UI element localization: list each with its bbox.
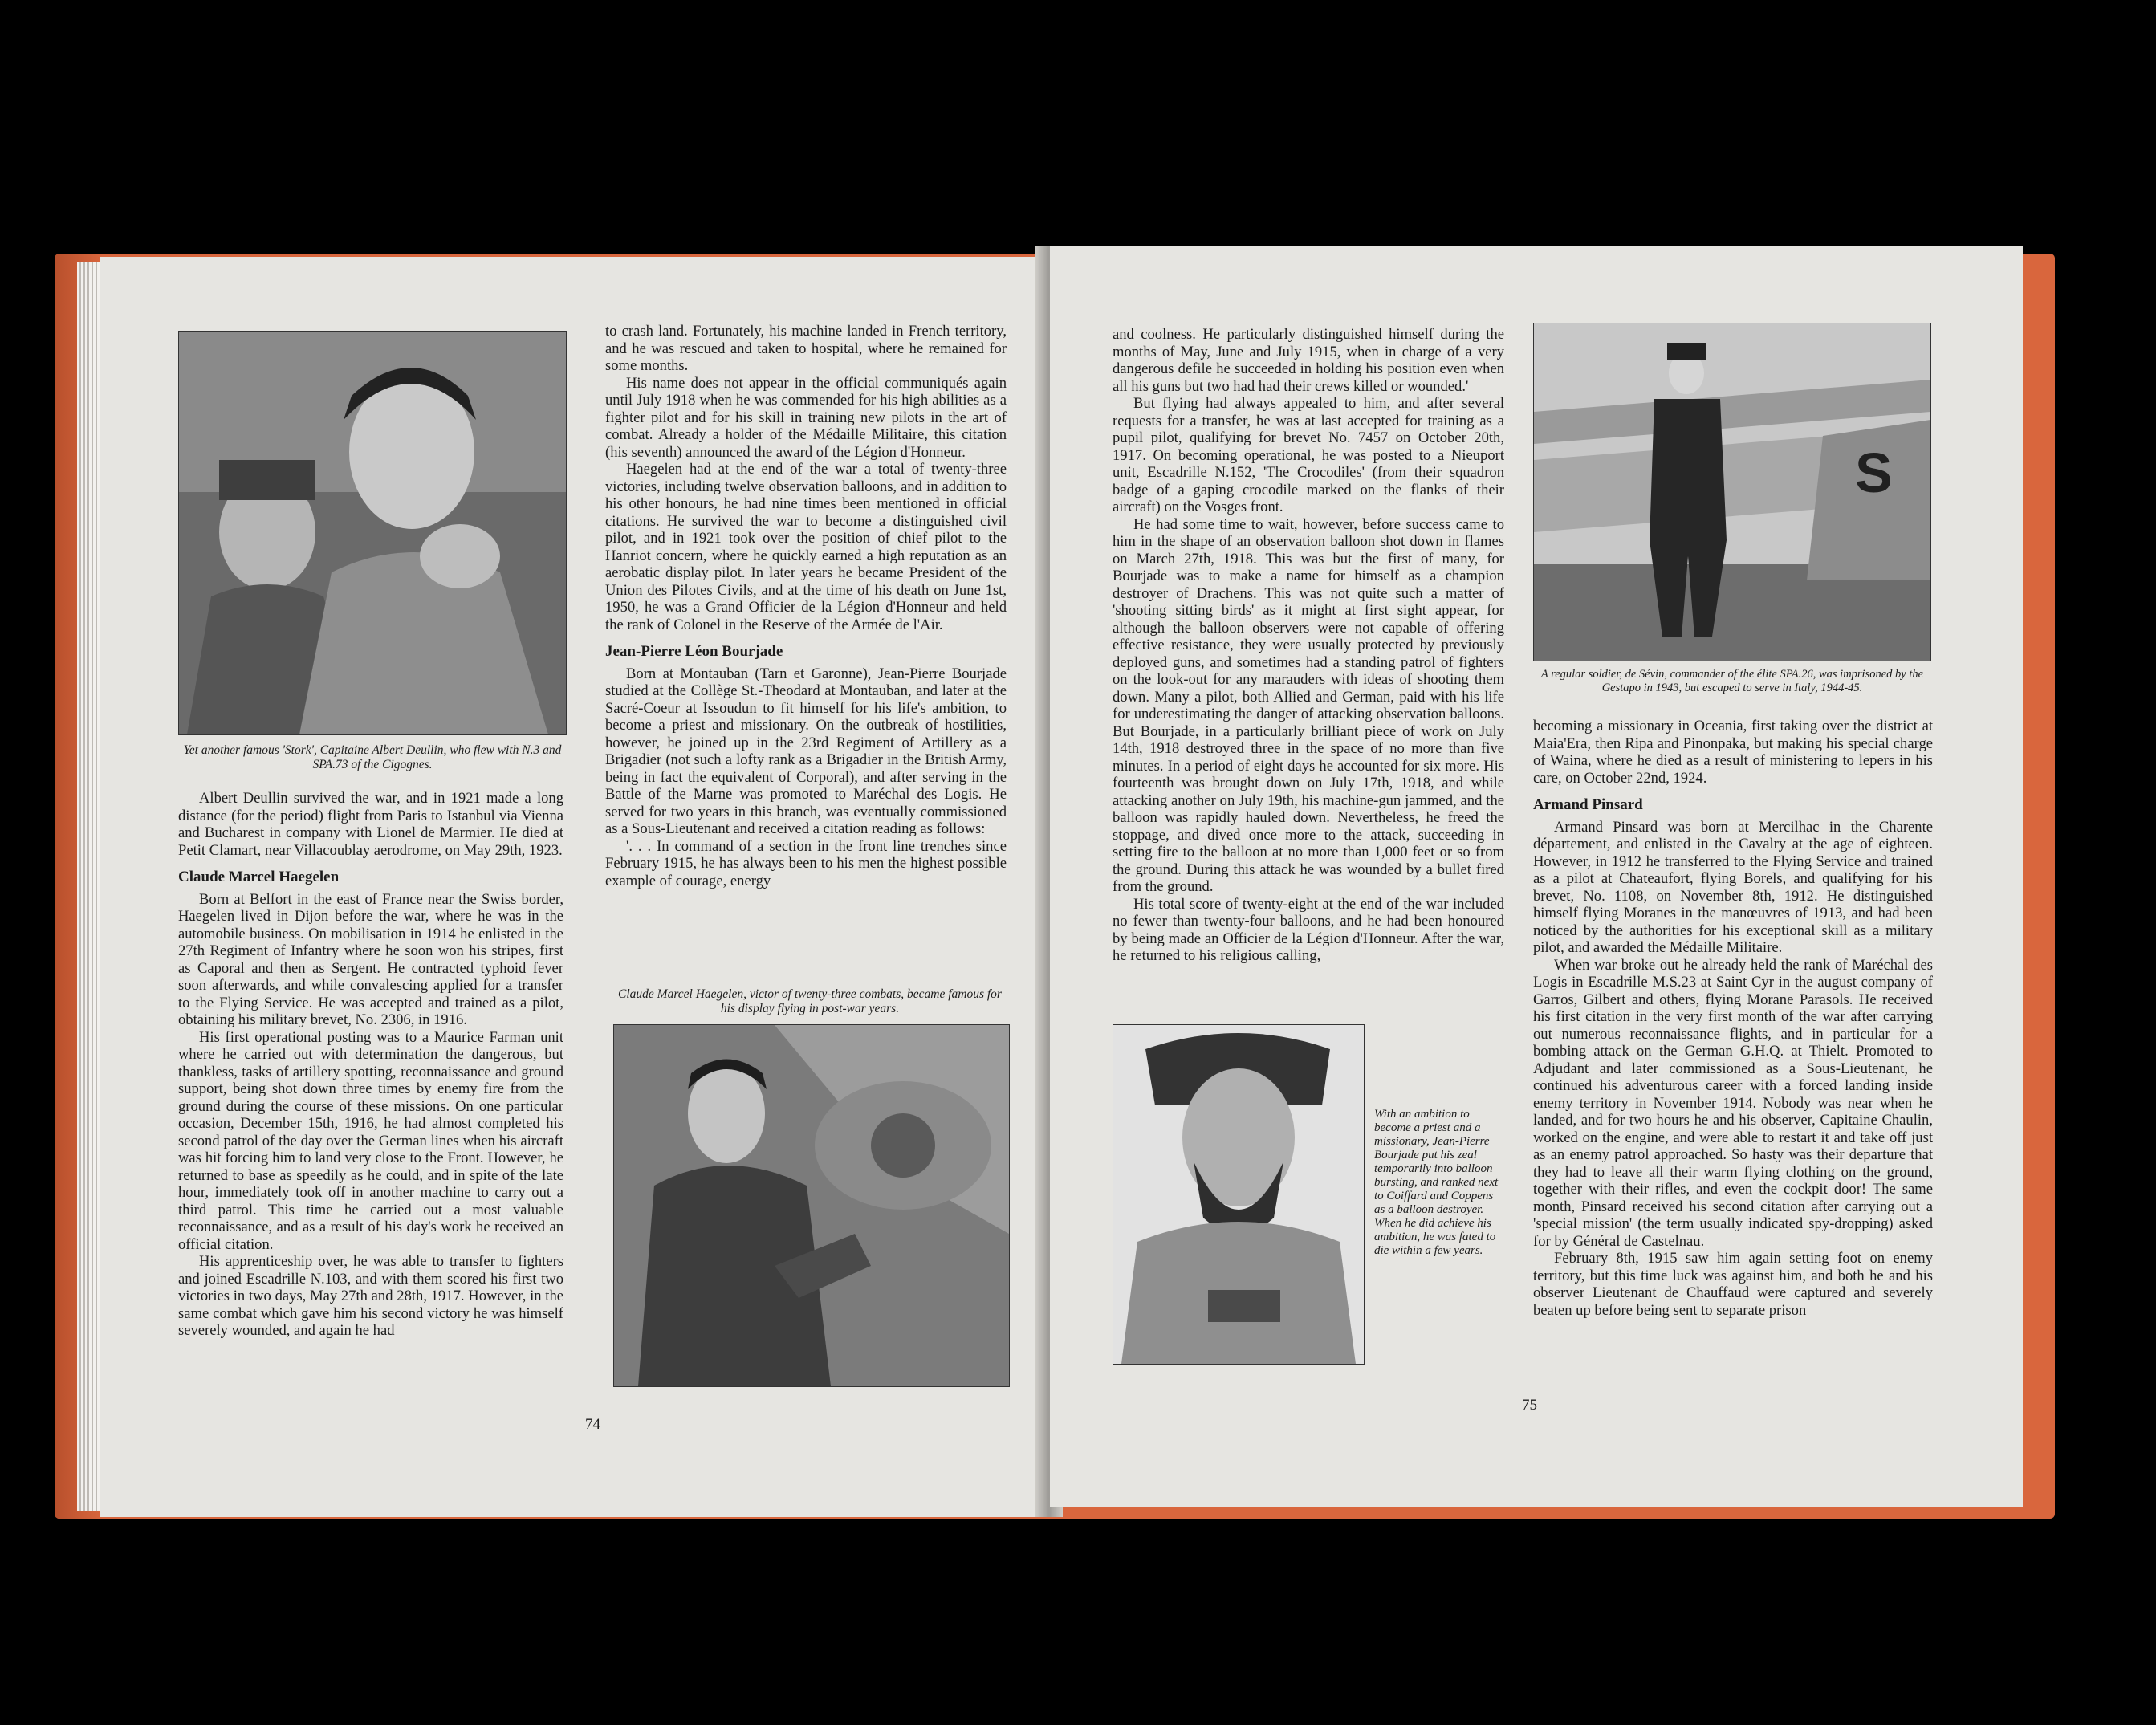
right-page <box>1050 246 2023 1507</box>
paragraph: His first operational posting was to a Maurice Farman unit where he carried out with determination the dangerous, but thankless, tasks of artillery spotting, reconnaissance and ground support, being shot down three times by enemy fire from the ground during the course of these missions. On one particular occasion, December 15th, 1916, he had almost completed his second patrol of the day over the German lines when his aircraft was hit forcing him to land very close to the Front. However, he returned to base as speedily as he could, and in spite of the late hour, immediately took off in another machine to carry out a third patrol. This time he carried out a most valuable reconnaissance, and as a result of his day's work he received an official citation. <box>178 1028 563 1253</box>
paragraph: When war broke out he already held the rank of Maréchal des Logis in Escadrille M.S.23 at Saint Cyr in the august company of Garros, Gilbert and others, flying Morane Parasols. He received his first citation in the very first month of the war after carrying out numerous reconnaissance flights, and in particular for a bombing attack on the German G.H.Q. at Thielt. Promoted to Adjudant and later commissioned as a Sous-Lieutenant, he continued his adventurous career with a forced landing inside enemy territory in November 1914. Nobody was near when he landed, and for two hours he and his observer, Capitaine Chaulin, worked on the engine, and were able to restart it and take off just as an enemy patrol approached. So hasty was their departure that they had to leave all their warm flying clothing on the ground, together with their rifles, and even the cockpit door! The same month, Pinsard received his second citation after carrying out a 'special mission' (the term usually indicated spy-dropping) asked for by Général de Castelnau. <box>1533 956 1933 1250</box>
heading-pinsard: Armand Pinsard <box>1533 796 1643 813</box>
photo-bourjade <box>1113 1024 1365 1365</box>
paragraph: to crash land. Fortunately, his machine landed in French territory, and he was rescued and taken to hospital, where he remained for some months. <box>605 323 1007 374</box>
photo-deullin <box>178 331 567 735</box>
paragraph: His name does not appear in the official communiqués again until July 1918 when he was commended for his high abilities as a fighter pilot and for his skill in training new pilots in the art of combat. Already a holder of the Médaille Militaire, this citation (his seventh) announced the award of the Légion d'Honneur. <box>605 374 1007 461</box>
paragraph: February 8th, 1915 saw him again setting foot on enemy territory, but this time luck was against him, and both he and his observer Lieutenant de Chauffaud were captured and severely beaten up before being sent to separate prison <box>1533 1250 1933 1319</box>
paragraph: Haegelen had at the end of the war a total of twenty-three victories, including twelve observation balloons, and in addition to his other honours, he had nine times been mentioned in official citations. He survived the war to become a distinguished civil pilot, and in 1921 took over the position of chief pilot to the Hanriot concern, where he quickly earned a high reputation as an aerobatic display pilot. In later years he became President of the Union des Pilotes Civils, and at the time of his death on June 1st, 1950, he was a Grand Officier de la Légion d'Honneur and held the rank of Colonel in the Reserve of the Armée de l'Air. <box>605 461 1007 633</box>
aircraft-marking: S <box>1855 441 1893 504</box>
heading-bourjade: Jean-Pierre Léon Bourjade <box>605 643 783 660</box>
photo-de-sevin <box>1533 323 1931 661</box>
photo-haegelen <box>613 1024 1010 1387</box>
paragraph: Armand Pinsard was born at Mercilhac in the Charente département, and enlisted in the Cavalry at the age of eighteen. However, in 1912 he transferred to the Flying Service and trained as a pilot at Chateaufort, flying Borels, and qualifying for his brevet, No. 1108, on November 8th, 1912. He distinguished himself flying Moranes in the manœuvres of 1913, and had been noticed by the authorities for his exceptional skill as a military pilot, and awarded the Médaille Militaire. <box>1533 818 1933 956</box>
paragraph: Born at Belfort in the east of France near the Swiss border, Haegelen lived in Dijon before the war, where he was in the automobile business. On mobilisation in 1914 he enlisted in the 27th Regiment of Infantry where he soon won his stripes, first as Caporal and then as Sergent. He contracted typhoid fever soon afterwards, and while convalescing applied for a transfer to the Flying Service. He was accepted and trained as a pilot, obtaining his military brevet, No. 2306, in 1916. <box>178 890 563 1028</box>
photo-haegelen-caption: Claude Marcel Haegelen, victor of twenty-three combats, became famous for his display flying in post-war years. <box>618 987 1002 1015</box>
paragraph: He had some time to wait, however, before success came to him in the shape of an observation balloon shot down in flames on March 27th, 1918. This was but the first of many, for Bourjade was to make a name for himself as a champion destroyer of Drachens. This was not quite such a matter of 'shooting sitting birds' as it might at first sight appear, for although the balloon observers were not capable of offering effective resistance, they were usually protected by previously deployed guns, and sometimes had a standing patrol of fighters on the look-out for any marauders with ideas of shooting them down. Many a pilot, both Allied and German, paid with his life for underestimating the danger of attacking observation balloons. But Bourjade, in a particularly brilliant piece of work on July 14th, 1918 destroyed three in the space of no more than five minutes. In a period of eight days he accounted for six more. His fourteenth was brought down on July 17th, 1918, and while attacking another on July 19th, his machine-gun jammed, and the balloon was rapidly hauled down. Nevertheless, he freed the stoppage, and dived once more to the attack, succeeding in setting fire to the balloon at no more than 1,000 feet or so from the ground. During this attack he was wounded by a bullet fired from the ground. <box>1113 515 1504 895</box>
left-column-2 <box>605 323 1007 889</box>
left-column-1 <box>178 790 563 1340</box>
heading-haegelen: Claude Marcel Haegelen <box>178 869 340 885</box>
paragraph: His total score of twenty-eight at the end of the war included no fewer than twenty-four balloons, and he had been honoured by being made an Officier de la Légion d'Honneur. After the war, he returned to his religious calling, <box>1113 895 1504 964</box>
paragraph: His apprenticeship over, he was able to transfer to fighters and joined Escadrille N.103, and with them scored his first two victories in two days, May 27th and 28th, 1917. However, in the same combat which gave him his second victory he was himself severely wounded, and again he had <box>178 1253 563 1339</box>
photo-deullin-caption: Yet another famous 'Stork', Capitaine Albert Deullin, who flew with N.3 and SPA.73 of the Cigognes. <box>183 743 562 771</box>
photo-bourjade-caption: With an ambition to become a priest and a missionary, Jean-Pierre Bourjade put his zeal temporarily into balloon bursting, and ranked next to Coiffard and Coppens as a balloon destroyer. When he did achieve his ambition, he was fated to die within a few years. <box>1374 1108 1499 1257</box>
paragraph: and coolness. He particularly distinguished himself during the months of May, June and July 1915, when in charge of a very dangerous defile he succeeded in holding his position even when all his guns but two had had their crews killed or wounded.' <box>1113 326 1504 395</box>
citation-quote: '. . . In command of a section in the front line trenches since February 1915, he has always been to his men the highest possible example of courage, energy <box>605 837 1007 889</box>
photo-de-sevin-caption: A regular soldier, de Sévin, commander of the élite SPA.26, was imprisoned by the Gestapo in 1943, but escaped to serve in Italy, 1944-45. <box>1540 668 1924 694</box>
right-column-2 <box>1533 718 1933 1319</box>
paragraph: becoming a missionary in Oceania, first taking over the district at Maia'Era, then Ripa and Pinonpaka, but making his special charge of Waina, where he died as a result of ministering to lepers in his care, on October 22nd, 1924. <box>1533 718 1933 787</box>
left-page <box>100 257 1045 1517</box>
paragraph: But flying had always appealed to him, and after several requests for a transfer, he was at last accepted for training as a pupil pilot, qualifying for brevet No. 7457 on October 20th, 1917. On becoming operational, he was posted to a Nieuport unit, Escadrille N.152, 'The Crocodiles' (from their squadron badge of a gaping crocodile marked on the flanks of their aircraft) on the Vosges front. <box>1113 395 1504 515</box>
paragraph: Born at Montauban (Tarn et Garonne), Jean-Pierre Bourjade studied at the Collège St.-Theodard at Montauban, and later at the Sacré-Coeur at Issoudun to fit himself for his life's ambition, to become a priest and missionary. On the outbreak of hostilities, however, he joined up in the 23rd Regiment of Artillery as a Brigadier (not such a lofty rank as a Brigadier in the British Army, being in fact the equivalent of Corporal), and after serving in the Battle of the Marne was promoted to Maréchal des Logis. He served for two years in this branch, was eventually commissioned as a Sous-Lieutenant and received a citation reading as follows: <box>605 665 1007 837</box>
paragraph: Albert Deullin survived the war, and in 1921 made a long distance (for the period) flight from Paris to Istanbul via Vienna and Bucharest in company with Lionel de Marmier. He died at Petit Clamart, near Villacoublay aerodrome, on May 29th, 1923. <box>178 790 563 859</box>
page-number: 75 <box>1522 1397 1537 1414</box>
right-column-1 <box>1113 326 1504 965</box>
page-number: 74 <box>585 1416 600 1433</box>
